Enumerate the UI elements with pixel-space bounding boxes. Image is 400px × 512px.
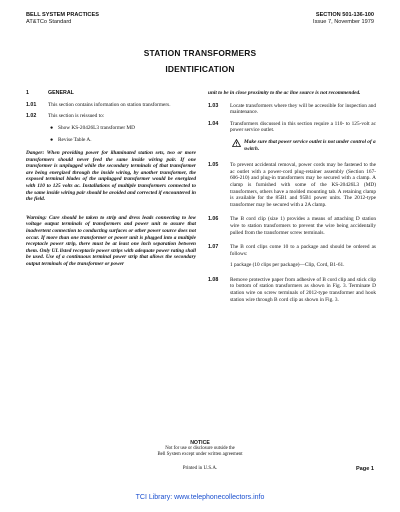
header-right xyxy=(313,12,374,26)
paragraph-number: 1.08 xyxy=(208,276,219,283)
paragraph-number: 1.05 xyxy=(208,162,219,169)
caution-triangle-icon xyxy=(232,139,244,150)
paragraph-1-06 xyxy=(208,216,376,236)
paragraph-number: 1.01 xyxy=(26,101,37,108)
paragraph-1 xyxy=(26,90,196,97)
paragraph-1-07 xyxy=(208,244,376,257)
paragraph-text: Locate transformers where they will be accessible for inspection and maintenance. xyxy=(230,102,376,116)
paragraph-number: 1.07 xyxy=(208,244,219,251)
document-subtitle: IDENTIFICATION xyxy=(165,64,235,74)
warning-continuation: unit to be in close proximity to the ac line source is not recommended. xyxy=(208,90,361,96)
bullet-text: Show KS-20426L3 transformer MD xyxy=(58,124,135,131)
right-column xyxy=(208,90,376,308)
paragraph-number: 1.06 xyxy=(208,216,219,223)
notice-line: Not for use or disclosure outside the xyxy=(165,446,235,451)
notice-line: Bell System except under written agreement xyxy=(157,452,243,457)
paragraph-text: To prevent accidental removal, power cords may be fastened to the ac outlet with a power-cord plug-retainer assembly (Section 167-606-210) and plug-in transformers may be secured with a clamp. A clamp is furnished with some of the KS-20426L3 (MD) transformers, others have a molded mounting tab. A retaining clamp is available for the 85B1 and 95B1 power units. The 2012-type transformer may be secured with a 2A clamp. xyxy=(230,162,376,208)
paragraph-text: This section is reissued to: xyxy=(48,113,105,120)
danger-notice: Danger: When providing power for illuminated station sets, two or more transformers should never feed the same inside wiring pair. If one transformer is unplugged while the secondary terminals of that transformer are being energized through the inside wiring, by another transformer, the exposed terminal blades of the unplugged transformer would be energized with 110 to 125 volts ac. Installations of multiple transformers connected to the same inside wiring pair should be avoided and corrected if encountered in the field. xyxy=(26,149,196,203)
paragraph-number: 1.04 xyxy=(208,120,219,127)
paragraph-1-05 xyxy=(208,162,376,208)
page-number: Page 1 xyxy=(355,466,374,472)
bullet-text: Revise Table A. xyxy=(58,137,92,144)
paragraph-1-03 xyxy=(208,103,376,116)
callout-text: Make sure that power service outlet is not under control of a switch. xyxy=(244,138,376,152)
paragraph-1-02 xyxy=(26,113,196,120)
standard-label: AT&TCo Standard xyxy=(26,19,72,25)
paragraph-text: Remove protective paper from adhesive of B cord clip and stick clip to bottom of station transformers as shown in Fig. 3. Terminate D station wire on screw terminals of 2012-type transformer and hook station wire through B cord clip as shown in Fig. 3. xyxy=(230,276,376,303)
section-heading: GENERAL xyxy=(48,90,74,96)
paragraph-number: 1.03 xyxy=(208,102,219,109)
document-title: STATION TRANSFORMERS xyxy=(143,48,257,58)
library-footer-link[interactable]: TCI Library: www.telephonecollectors.info xyxy=(135,494,265,501)
notice-title: NOTICE xyxy=(190,440,210,446)
paragraph-number: 1.02 xyxy=(26,113,37,120)
issue-date: Issue 7, November 1979 xyxy=(313,19,374,25)
caution-callout xyxy=(232,139,376,152)
paragraph-1-04 xyxy=(208,121,376,134)
bullet-item xyxy=(50,125,196,132)
section-number: SECTION 501-136-100 xyxy=(315,12,374,18)
notice-block xyxy=(0,440,400,458)
printed-label: Printed in U.S.A. xyxy=(182,466,218,471)
left-column xyxy=(26,90,196,267)
paragraph-text: Transformers discussed in this section require a 110- to 125-volt ac power service outlet. xyxy=(230,120,376,134)
paragraph-1-08 xyxy=(208,277,376,303)
paragraph-1-01 xyxy=(26,102,196,109)
header-left xyxy=(26,12,99,26)
paragraph-number: 1 xyxy=(26,90,29,96)
bullet-dot-icon: ● xyxy=(50,124,54,131)
paragraph-text: The B cord clips come 10 to a package and should be ordered as follows: xyxy=(230,244,376,257)
bullet-item xyxy=(50,137,196,144)
warning-notice: Warning: Care should be taken to strip and dress leads connecting to low voltage output terminals of transformers and power unit to assure that inadvertent connection to conducting surfaces or other power source does not occur. If more than one transformer or power unit is plugged into a multiple receptacle power strip, there must be at least one inch separation between them. Only UL listed receptacle power strips with adequate power rating shall be used. Use of a continuous terminal power strip that allows the secondary output terminals of the transformer or power xyxy=(26,214,196,267)
paragraph-text: The B cord clip (size 1) provides a means of attaching D station wire to station transformers to prevent the wire being accidentally pulled from the transformer screw terminals. xyxy=(230,216,376,236)
order-information: 1 package (10 clips per package)—Clip, Cord, B1-61. xyxy=(230,262,345,269)
bullet-dot-icon: ● xyxy=(50,137,54,144)
paragraph-text: This section contains information on station transformers. xyxy=(48,101,171,108)
practice-title: BELL SYSTEM PRACTICES xyxy=(26,12,99,18)
